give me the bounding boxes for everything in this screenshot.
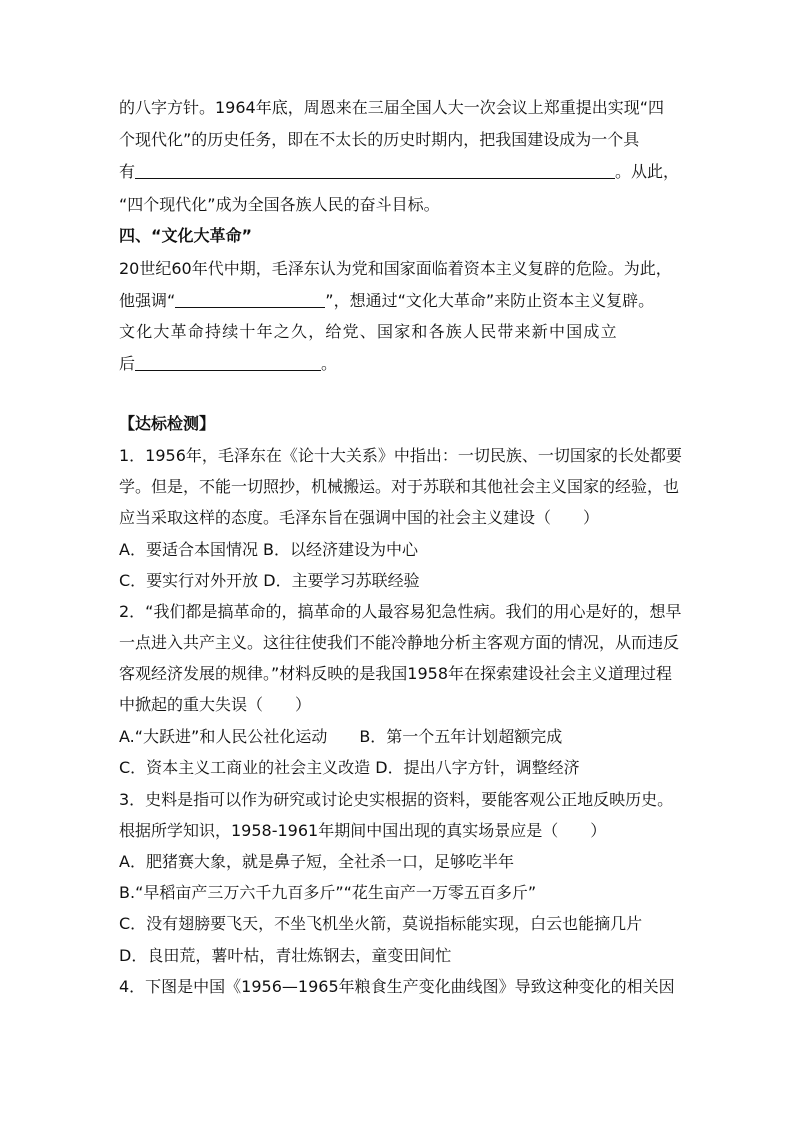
- question-line: 4．下图是中国《1956—1965年粮食生产变化曲线图》导致这种变化的相关因: [119, 977, 675, 996]
- question-line: 应当采取这样的态度。毛泽东旨在强调中国的社会主义建设（ ）: [119, 508, 600, 527]
- fill-blank[interactable]: [135, 354, 321, 371]
- paragraph-line-with-blank: [119, 354, 679, 374]
- question-line: 客观经济发展的规律。”材料反映的是我国1958年在探索建设社会主义道理过程: [119, 664, 673, 683]
- paragraph-line: 文化大革命持续十年之久，给党、国家和各族人民带来新中国成立: [119, 322, 618, 341]
- answer-option: C．没有翅膀要飞天，不坐飞机坐火箭，莫说指标能实现，白云也能摘几片: [119, 914, 643, 933]
- text: 后: [119, 354, 136, 373]
- text: 有: [119, 162, 136, 181]
- paragraph-line: 20世纪60年代中期，毛泽东认为党和国家面临着资本主义复辟的危险。为此，: [119, 259, 672, 278]
- paragraph-line: 的八字方针。1964年底，周恩来在三届全国人大一次会议上郑重提出实现“四: [119, 98, 665, 117]
- answer-options: C．要实行对外开放 D．主要学习苏联经验: [119, 571, 420, 590]
- section-heading: 四、“文化大革命”: [119, 226, 253, 245]
- answer-options: C．资本主义工商业的社会主义改造 D．提出八字方针，调整经济: [119, 758, 580, 777]
- fill-blank[interactable]: [175, 291, 325, 308]
- text: 。从此，: [615, 162, 680, 181]
- answer-option: B.“早稻亩产三万六千九百多斤”“花生亩产一万零五百多斤”: [119, 883, 537, 902]
- question-line: 3．史料是指可以作为研究或讨论史实根据的资料，要能客观公正地反映历史。: [119, 790, 674, 809]
- answer-options: A.“大跃进”和人民公社化运动 B．第一个五年计划超额完成: [119, 727, 563, 746]
- question-line: 根据所学知识，1958-1961年期间中国出现的真实场景应是（ ）: [119, 821, 607, 840]
- text: 他强调“: [119, 291, 176, 310]
- assessment-heading: 【达标检测】: [119, 414, 216, 433]
- question-line: 一点进入共产主义。这往往使我们不能冷静地分析主客观方面的情况，从而违反: [119, 633, 680, 652]
- question-line: 1．1956年，毛泽东在《论十大关系》中指出：一切民族、一切国家的长处都要: [119, 446, 682, 465]
- text: ”，想通过“文化大革命”来防止资本主义复辟。: [325, 291, 655, 310]
- paragraph-line: 个现代化”的历史任务，即在不太长的历史时期内，把我国建设成为一个具: [119, 130, 640, 149]
- paragraph-line: “四个现代化”成为全国各族人民的奋斗目标。: [119, 195, 440, 214]
- question-line: 学。但是，不能一切照抄，机械搬运。对于苏联和其他社会主义国家的经验，也: [119, 477, 680, 496]
- fill-blank[interactable]: [135, 162, 615, 179]
- question-line: 2．“我们都是搞革命的，搞革命的人最容易犯急性病。我们的用心是好的，想早: [119, 602, 682, 621]
- answer-options: A．要适合本国情况 B．以经济建设为中心: [119, 540, 419, 559]
- paragraph-line-with-blank: [119, 291, 679, 311]
- paragraph-line-with-blank: [119, 162, 679, 182]
- question-line: 中掀起的重大失误（ ）: [119, 695, 312, 714]
- answer-option: A．肥猪赛大象，就是鼻子短，全社杀一口，足够吃半年: [119, 852, 514, 871]
- text: 。: [321, 354, 338, 373]
- answer-option: D．良田荒，薯叶枯，青壮炼钢去，童变田间忙: [119, 946, 452, 965]
